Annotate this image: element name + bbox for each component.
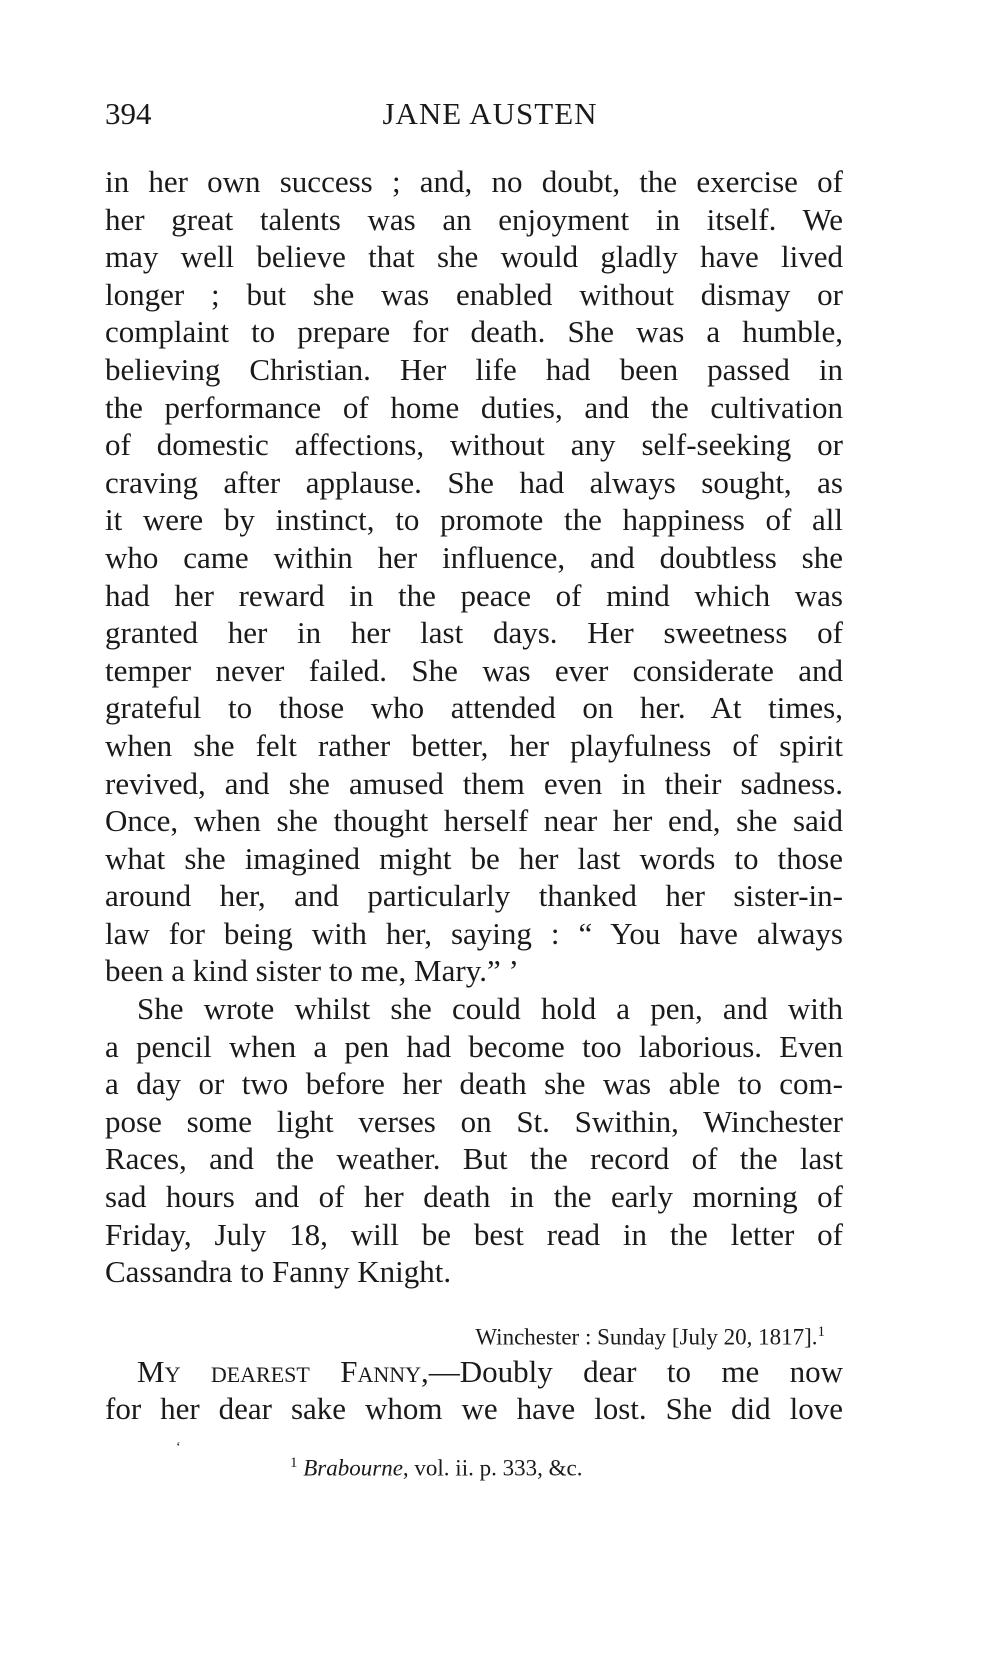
text-line: the performance of home duties, and the cultivation <box>105 389 843 425</box>
text-line: had her reward in the peace of mind which was <box>105 577 843 613</box>
text-line: may well believe that she would gladly have lived <box>105 239 843 275</box>
text-line: a pencil when a pen had become too laborious. Even <box>105 1028 843 1064</box>
footnote <box>290 1448 582 1484</box>
text-line: sad hours and of her death in the early morning of <box>105 1179 843 1215</box>
text-line: Friday, July 18, will be best read in the letter of <box>105 1216 843 1252</box>
text-line: longer ; but she was enabled without dismay or <box>105 276 843 312</box>
text-line: believing Christian. Her life had been passed in <box>105 351 843 387</box>
letter-salutation-line <box>105 1353 843 1391</box>
text-line: who came within her influence, and doubtless she <box>105 539 843 575</box>
text-line: craving after applause. She had always sought, as <box>105 464 843 500</box>
page-number: 394 <box>105 96 152 131</box>
footnote-reference: 1 <box>817 1323 825 1340</box>
text-line: grateful to those who attended on her. At times, <box>105 690 843 726</box>
text-line: what she imagined might be her last words to those <box>105 840 843 876</box>
footnote-number: 1 <box>290 1455 298 1471</box>
text-line: She wrote whilst she could hold a pen, and with <box>137 991 843 1027</box>
footnote-text: , vol. ii. p. 333, &c. <box>402 1455 583 1481</box>
text-line: when she felt rather better, her playfulness of spirit <box>105 727 843 763</box>
text-line: law for being with her, saying : “ You have always <box>105 915 843 951</box>
salutation: My dearest Fanny, <box>137 1353 429 1389</box>
page-header <box>105 96 845 140</box>
text-line: her great talents was an enjoyment in itself. We <box>105 201 843 237</box>
text-line: in her own success ; and, no doubt, the exercise of <box>105 164 843 199</box>
text-line: temper never failed. She was ever considerate and <box>105 652 843 688</box>
text-line: Cassandra to Fanny Knight. <box>105 1254 452 1290</box>
running-head: JANE AUSTEN <box>382 96 598 131</box>
text-line: been a kind sister to me, Mary.” ’ <box>105 953 519 989</box>
paragraph-1 <box>105 163 843 990</box>
dateline-text: Winchester : Sunday [July 20, 1817]. <box>475 1324 818 1350</box>
text-line: pose some light verses on St. Swithin, Winchester <box>105 1103 843 1139</box>
text-line: for her dear sake whom we have lost. She did love <box>105 1391 843 1427</box>
text-line: Once, when she thought herself near her end, she said <box>105 803 843 839</box>
printer-mark: ‘ <box>176 1440 181 1455</box>
text-line: complaint to prepare for death. She was a humble, <box>105 314 843 350</box>
paragraph-2 <box>105 990 843 1291</box>
text-line: of domestic affections, without any self-seeking or <box>105 427 843 463</box>
page-body <box>105 163 843 1428</box>
text-line: —Doubly dear to me now <box>428 1353 844 1389</box>
text-line: revived, and she amused them even in their sadness. <box>105 765 843 801</box>
text-line: Races, and the weather. But the record of the last <box>105 1141 843 1177</box>
footnote-source: Brabourne <box>303 1455 403 1481</box>
text-line: granted her in her last days. Her sweetness of <box>105 615 843 651</box>
text-line: a day or two before her death she was able to com- <box>105 1066 843 1102</box>
letter-dateline <box>105 1317 843 1350</box>
text-line: around her, and particularly thanked her sister-in- <box>105 878 843 914</box>
text-line: it were by instinct, to promote the happiness of all <box>105 502 843 538</box>
